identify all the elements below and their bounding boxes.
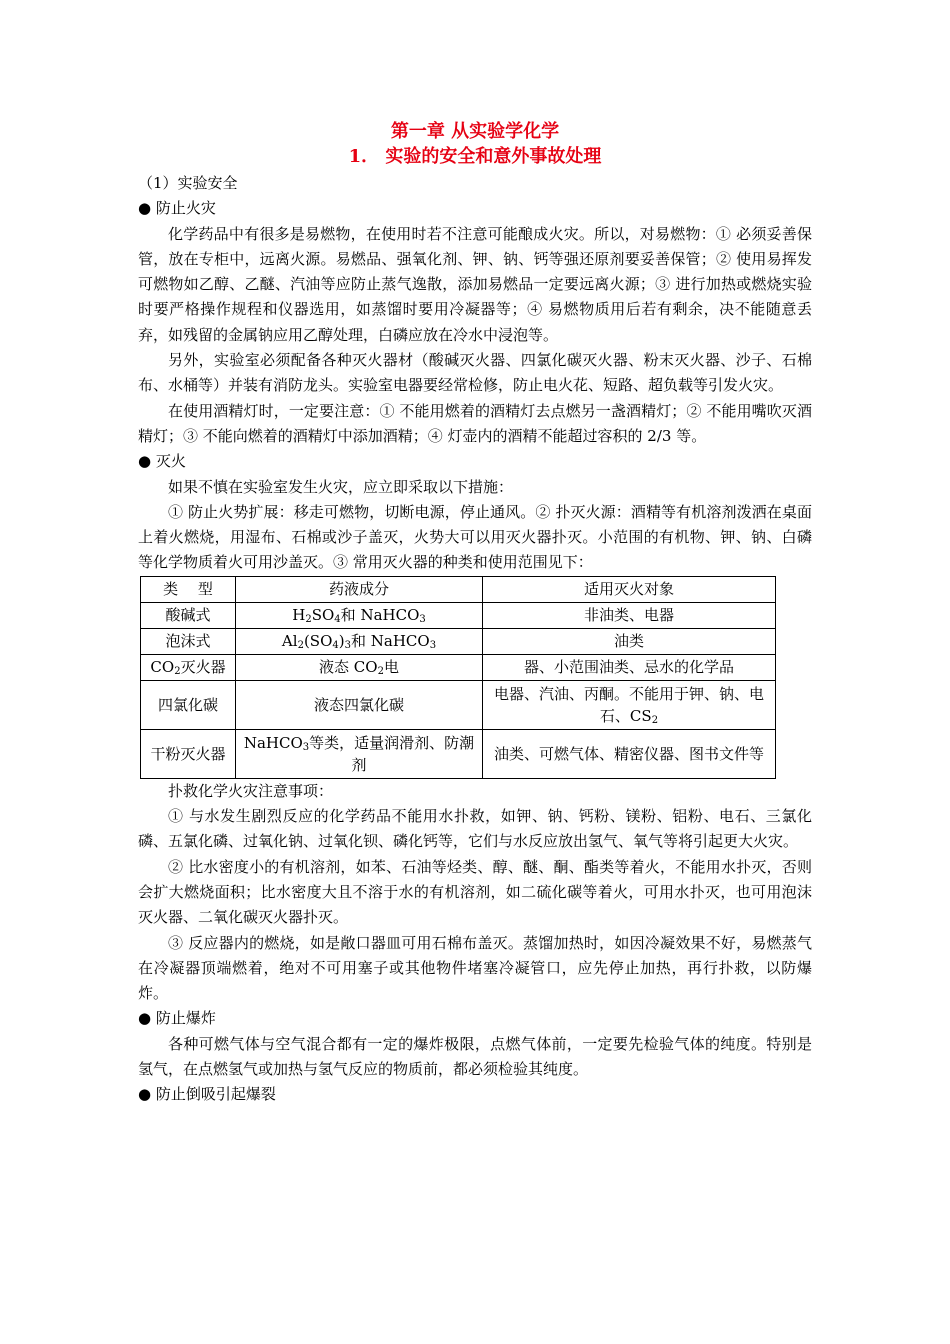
paragraph-notes-intro: 扑救化学火灾注意事项： (168, 781, 334, 800)
table-row (141, 602, 776, 628)
paragraph-alcohol-lamp: 在使用酒精灯时，一定要注意：① 不能用燃着的酒精灯去点燃另一盏酒精灯；② 不能用嘴吹灭酒精灯；③ 不能向燃着的酒精灯中添加酒精；④ 灯壶内的酒精不能超过容积的 2/3 等。 (138, 401, 812, 445)
table-cell-agent: 液态四氯化碳 (236, 680, 483, 729)
table-cell-agent: $Al_2(SO_4)_3$和 NaHCO$_3$ (236, 628, 483, 654)
table-header-row (141, 576, 776, 602)
table-row (141, 628, 776, 654)
table-cell-type: $CO_2$灭火器 (141, 654, 236, 680)
chapter-title: 第一章 从实验学化学 (390, 121, 560, 142)
table-cell-type: 酸碱式 (141, 602, 236, 628)
table-cell-type: 泡沫式 (141, 628, 236, 654)
bullet-fire-prevention: ● 防止火灾 (138, 199, 216, 218)
table-cell-agent: NaHCO$_3$等类，适量润滑剂、防潮剂 (236, 729, 483, 778)
table-header: 适用灭火对象 (483, 576, 776, 602)
paragraph-explosion: 各种可燃气体与空气混合都有一定的爆炸极限，点燃气体前，一定要先检验气体的纯度。特别是氢气，在点燃氢气或加热与氢气反应的物质前，都必须检验其纯度。 (138, 1034, 812, 1079)
table-cell-agent: $H_2SO_4$和 NaHCO$_3$ (236, 602, 483, 628)
bullet-suck-back: ● 防止倒吸引起爆裂 (138, 1085, 276, 1104)
table-row (141, 729, 776, 778)
table-cell-target: 非油类、电器 (483, 602, 776, 628)
table-row (141, 680, 776, 729)
section-title: 1． 实验的安全和意外事故处理 (348, 146, 602, 167)
bullet-explosion: ● 防止爆炸 (138, 1009, 216, 1028)
extinguisher-table (140, 576, 776, 779)
table-cell-target: 器、小范围油类、忌水的化学品 (483, 654, 776, 680)
paragraph-organic-solvents: ② 比水密度小的有机溶剂，如苯、石油等烃类、醇、醚、酮、酯类等着火，不能用水扑灭，否则会扩大燃烧面积；比水密度大且不溶于水的有机溶剂，如二硫化碳等着火，可用水扑灭，也可用泡沫灭火器、二氧化碳灭火器扑灭。 (138, 857, 812, 927)
subsection-heading: （1）实验安全 (138, 174, 238, 192)
paragraph-measures-intro: 如果不慎在实验室发生火灾，应立即采取以下措施： (168, 477, 514, 496)
table-cell-target: 油类 (483, 628, 776, 654)
paragraph-water-reactive: ① 与水发生剧烈反应的化学药品不能用水扑救，如钾、钠、钙粉、镁粉、铝粉、电石、三氯化磷、五氯化磷、过氧化钠、过氧化钡、磷化钙等，它们与水反应放出氢气、氧气等将引起更大火灾。 (138, 807, 812, 851)
table-header: 药液成分 (236, 576, 483, 602)
paragraph-reactor-fire: ③ 反应器内的燃烧，如是敞口器皿可用石棉布盖灭。蒸馏加热时，如因冷凝效果不好，易燃蒸气在冷凝器顶端燃着，绝对不可用塞子或其他物件堵塞冷凝管口，应先停止加热，再行扑救，以防爆炸。 (138, 933, 812, 1003)
paragraph-equipment: 另外，实验室必须配备各种灭火器材（酸碱灭火器、四氯化碳灭火器、粉末灭火器、沙子、石棉布、水桶等）并装有消防龙头。实验室电器要经常检修，防止电火花、短路、超负载等引发火灾。 (138, 351, 812, 395)
table-cell-type: 干粉灭火器 (141, 729, 236, 778)
table-cell-agent: 液态 $CO_2$电 (236, 654, 483, 680)
table-header: 类 型 (141, 576, 236, 602)
table-cell-type: 四氯化碳 (141, 680, 236, 729)
table-cell-target: 油类、可燃气体、精密仪器、图书文件等 (483, 729, 776, 778)
document-page (138, 120, 812, 1108)
paragraph-flammables: 化学药品中有很多是易燃物，在使用时若不注意可能酿成火灾。所以，对易燃物：① 必须妥善保管，放在专柜中，远离火源。易燃品、强氧化剂、钾、钠、钙等强还原剂要妥善保管；② 使用易挥发可燃物如乙醇、乙醚、汽油等应防止蒸气逸散，添加易燃品一定要远离火源；③ 进行加热或燃烧实验时要严格操作规程和仪器选用，如蒸馏时要用冷凝器等；④ 易燃物质用后若有剩余，决不能随意丢弃，如残留的金属钠应用乙醇处理，白磷应放在冷水中浸泡等。 (138, 224, 812, 344)
paragraph-measures: ① 防止火势扩展：移走可燃物，切断电源，停止通风。② 扑灭火源：酒精等有机溶剂泼洒在桌面上着火燃烧，用湿布、石棉或沙子盖灭，火势大可以用灭火器扑灭。小范围的有机物、钾、钠、白磷等化学物质着火可用沙盖灭。③ 常用灭火器的种类和使用范围见下： (138, 502, 812, 572)
table-row (141, 654, 776, 680)
table-cell-target: 电器、汽油、丙酮。不能用于钾、钠、电石、$CS_2$ (483, 680, 776, 729)
bullet-extinguish: ● 灭火 (138, 452, 186, 471)
